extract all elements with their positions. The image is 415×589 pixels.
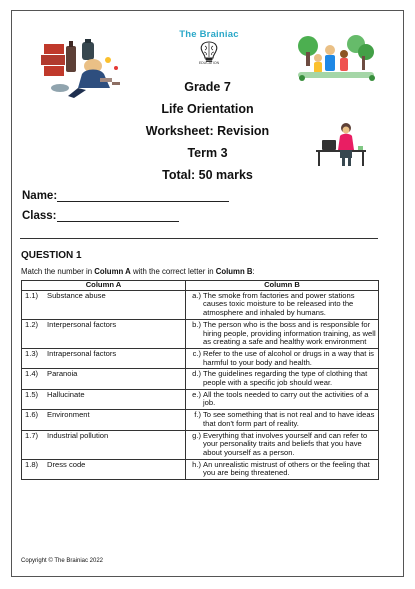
item-number: 1.8): [25, 459, 39, 469]
question-instruction: [21, 267, 255, 276]
class-field: [22, 210, 179, 222]
grade-title: Grade 7: [184, 80, 231, 94]
question-title: QUESTION 1: [21, 250, 82, 261]
column-b-definition: To see something that is not real and to have ideas that don't form part of reality.: [203, 410, 375, 428]
column-b-cell: [186, 369, 379, 389]
table-row: [22, 410, 379, 430]
table-row: [22, 348, 379, 368]
instruction-text: Match the number in: [21, 267, 95, 276]
column-a-cell: [22, 348, 186, 368]
item-number: 1.6): [25, 410, 39, 420]
name-input-line[interactable]: [57, 191, 229, 202]
class-input-line[interactable]: [57, 211, 179, 222]
name-field: [22, 190, 229, 202]
total-marks: Total: 50 marks: [162, 168, 253, 182]
item-number: 1.3): [25, 348, 39, 358]
column-a-cell: [22, 389, 186, 409]
worksheet-title: Worksheet: Revision: [145, 124, 270, 138]
table-row: [22, 369, 379, 389]
instruction-column-b: Column B: [215, 267, 253, 276]
item-letter: f.): [194, 410, 201, 420]
table-row: [22, 389, 379, 409]
item-number: 1.5): [25, 389, 39, 399]
column-a-term: Environment: [47, 410, 90, 420]
table-row: [22, 459, 379, 479]
item-letter: d.): [192, 369, 201, 379]
brand-name: The Brainiac: [179, 29, 239, 40]
copyright: Copyright © The Brainiac 2022: [21, 558, 104, 564]
column-b-definition: The smoke from factories and power stations causes toxic moisture to be released into the atmosphere and inhaled by humans.: [203, 290, 355, 318]
column-a-term: Substance abuse: [47, 290, 106, 300]
item-number: 1.2): [25, 319, 39, 329]
item-number: 1.1): [25, 290, 39, 300]
column-b-cell: [186, 290, 379, 319]
term-title: Term 3: [187, 146, 228, 160]
instruction-text-mid: with the correct letter in: [130, 267, 216, 276]
item-letter: a.): [192, 290, 201, 300]
instruction-text-end: :: [252, 267, 255, 276]
column-b-definition: Refer to the use of alcohol or drugs in a way that is harmful to your body and health.: [203, 348, 374, 367]
column-a-cell: [22, 430, 186, 459]
column-a-cell: [22, 369, 186, 389]
column-b-definition: An unrealistic mistrust of others or the feeling that you are being threatened.: [203, 459, 370, 478]
item-letter: b.): [192, 319, 201, 329]
item-number: 1.4): [25, 369, 39, 379]
column-b-definition: Everything that involves yourself and can refer to your personality traits and beliefs that you have about yourself as a person.: [203, 430, 368, 457]
item-letter: h.): [192, 459, 201, 469]
column-b-cell: [186, 430, 379, 459]
name-label: Name:: [22, 190, 58, 202]
column-a-header: Column A: [22, 281, 186, 291]
brand-subtitle: EDUCATION: [198, 61, 220, 65]
column-a-term: Hallucinate: [47, 389, 85, 399]
column-b-cell: [186, 410, 379, 430]
column-a-term: Intrapersonal factors: [47, 348, 117, 358]
column-b-cell: [186, 389, 379, 409]
class-label: Class:: [22, 210, 57, 222]
column-b-cell: [186, 459, 379, 479]
item-number: 1.7): [25, 430, 39, 440]
environment-people-illustration-icon: [294, 34, 378, 84]
column-a-term: Industrial pollution: [47, 430, 109, 440]
column-b-definition: The person who is the boss and is responsible for hiring people, providing information training, as well as creating a safe and healthy work environment: [203, 319, 376, 347]
subject-title: Life Orientation: [161, 102, 254, 116]
column-a-term: Dress code: [47, 459, 86, 469]
column-a-term: Interpersonal factors: [47, 319, 117, 329]
divider: [20, 238, 378, 239]
column-a-cell: [22, 459, 186, 479]
column-a-term: Paranoia: [47, 369, 78, 379]
column-b-cell: [186, 319, 379, 348]
item-letter: g.): [192, 430, 201, 440]
item-letter: c.): [192, 348, 201, 358]
table-row: [22, 430, 379, 459]
column-b-header: Column B: [186, 281, 379, 291]
column-b-definition: The guidelines regarding the type of clothing that people with a specific job should wear.: [203, 369, 368, 388]
instruction-column-a: Column A: [94, 267, 131, 276]
table-row: [22, 290, 379, 319]
column-a-cell: [22, 319, 186, 348]
matching-table: [21, 280, 379, 480]
column-a-cell: [22, 290, 186, 319]
item-letter: e.): [192, 389, 201, 399]
column-b-definition: All the tools needed to carry out the activities of a job.: [203, 389, 369, 408]
column-b-cell: [186, 348, 379, 368]
column-a-cell: [22, 410, 186, 430]
table-row: [22, 319, 379, 348]
